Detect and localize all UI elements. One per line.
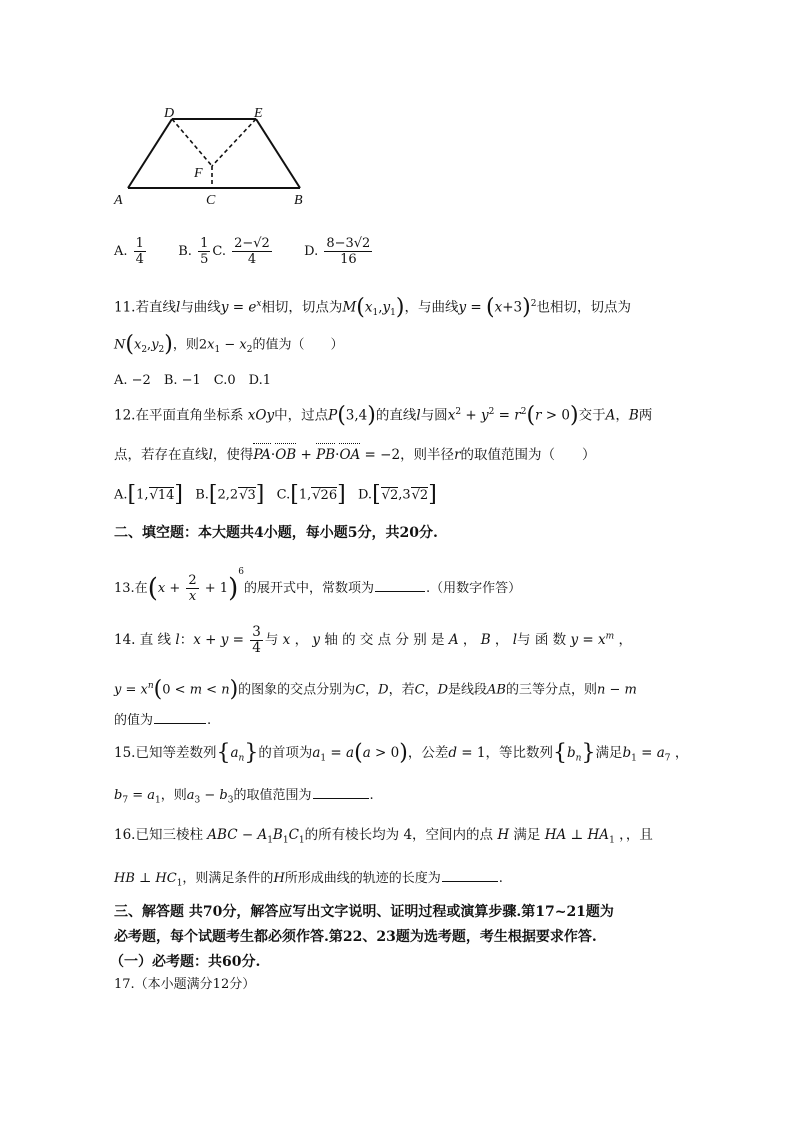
label-e: E <box>254 106 263 121</box>
q12-line2: 点，若存在直线l，使得PA·OB + PB·OA = −2，则半径r的取值范围为（ ） <box>114 447 596 463</box>
q17-heading: 17.（本小题满分12分） <box>114 977 256 992</box>
q14-line1: 14. 直 线 l：x + y = $\frac{3}{4}$ 与 x ， y 轴 的 交 点 分 别 是 A ， B ， l与 函 数 $y = x^m$ ， <box>114 624 632 656</box>
q13-line: 13.在(x + $\frac{2}{x}$ + 1)$^6$的展开式中，常数项为 .（用数字作答） <box>114 567 522 604</box>
q14-line3: 的值为 . <box>114 713 212 728</box>
q10-option-b-frac: $\frac{1}{5}$ <box>200 236 209 267</box>
q13-answer-blank[interactable] <box>375 579 425 592</box>
label-f: F <box>194 166 203 181</box>
trapezoid-figure <box>108 100 318 210</box>
segment-df <box>172 119 212 166</box>
label-c: C <box>206 193 216 208</box>
q15-line1: 15.已知等差数列$\{a_n\}$的首项为$a_1 = a(a > 0)$，公差d = 1，等比数列$\{b_n\}$满足$b_1 = a_7$ ， <box>114 740 689 766</box>
q10-option-c-frac: $\frac{2-√2}{4}$ <box>234 236 270 267</box>
edge-ad <box>128 119 172 188</box>
section-3-line1: 三、解答题 共70分，解答应写出文字说明、证明过程或演算步骤.第17~21题为 <box>114 904 614 920</box>
q11-line2: $N(x_2,y_2)$，则$2x_1 - x_2$的值为（ ） <box>114 332 344 357</box>
label-a: A <box>114 193 123 208</box>
q10-option-a-frac: $\frac{1}{4}$ <box>135 236 144 267</box>
q15-answer-blank[interactable] <box>313 786 369 799</box>
q16-line1: 16.已知三棱柱 ABC − $A_1B_1C_1$的所有棱长均为 4，空间内的点 H 满足 HA ⊥ $HA_1$ ，，且 <box>114 827 653 846</box>
section-3-line3: （一）必考题：共60分. <box>110 954 261 970</box>
q12-line1: 12.在平面直角坐标系 xOy中，过点P(3,4)的直线l与圆$x^2 + y^2 = r^2(r > 0)$交于A，B两 <box>114 403 653 428</box>
section-3-line2: 必考题，每个试题考生都必须作答.第22、23题为选考题，考生根据要求作答. <box>114 929 597 945</box>
section-2-heading: 二、填空题：本大题共4小题，每小题5分，共20分. <box>114 525 438 541</box>
q10-options: A. $\frac{1}{4}$ B. $\frac{1}{5}$ C. $\frac{2-√2}{4}$ D. $\frac{8-3√2}{16}$ <box>114 236 371 267</box>
label-d: D <box>164 106 175 121</box>
q11-line1: 11.若直线l与曲线$y = e^x$相切，切点为$M(x_1,y_1)$，与曲线$y = (x+3)^2$也相切，切点为 <box>114 295 631 320</box>
q10-option-d-frac: $\frac{8-3√2}{16}$ <box>326 236 371 267</box>
q14-answer-blank[interactable] <box>154 711 206 724</box>
q15-line2: $b_7 = a_1$，则$a_3 - b_3$的取值范围为 . <box>114 788 374 806</box>
q12-options: A.[1,√14] B.[2,2√3] C.[1,√26] D.[√2,3√2] <box>114 482 437 507</box>
segment-ef <box>212 119 256 166</box>
q14-line2: $y = x^n(0 < m < n)$的图象的交点分别为C，D，若C，D是线段AB的三等分点，则n − m <box>114 676 637 702</box>
q11-options: A. −2 B. −1 C.0 D.1 <box>114 373 272 388</box>
q16-answer-blank[interactable] <box>442 869 498 882</box>
edge-eb <box>256 119 300 188</box>
label-b: B <box>294 193 303 208</box>
q16-line2: HB ⊥ $HC_1$，则满足条件的H所形成曲线的轨迹的长度为 . <box>114 871 503 889</box>
